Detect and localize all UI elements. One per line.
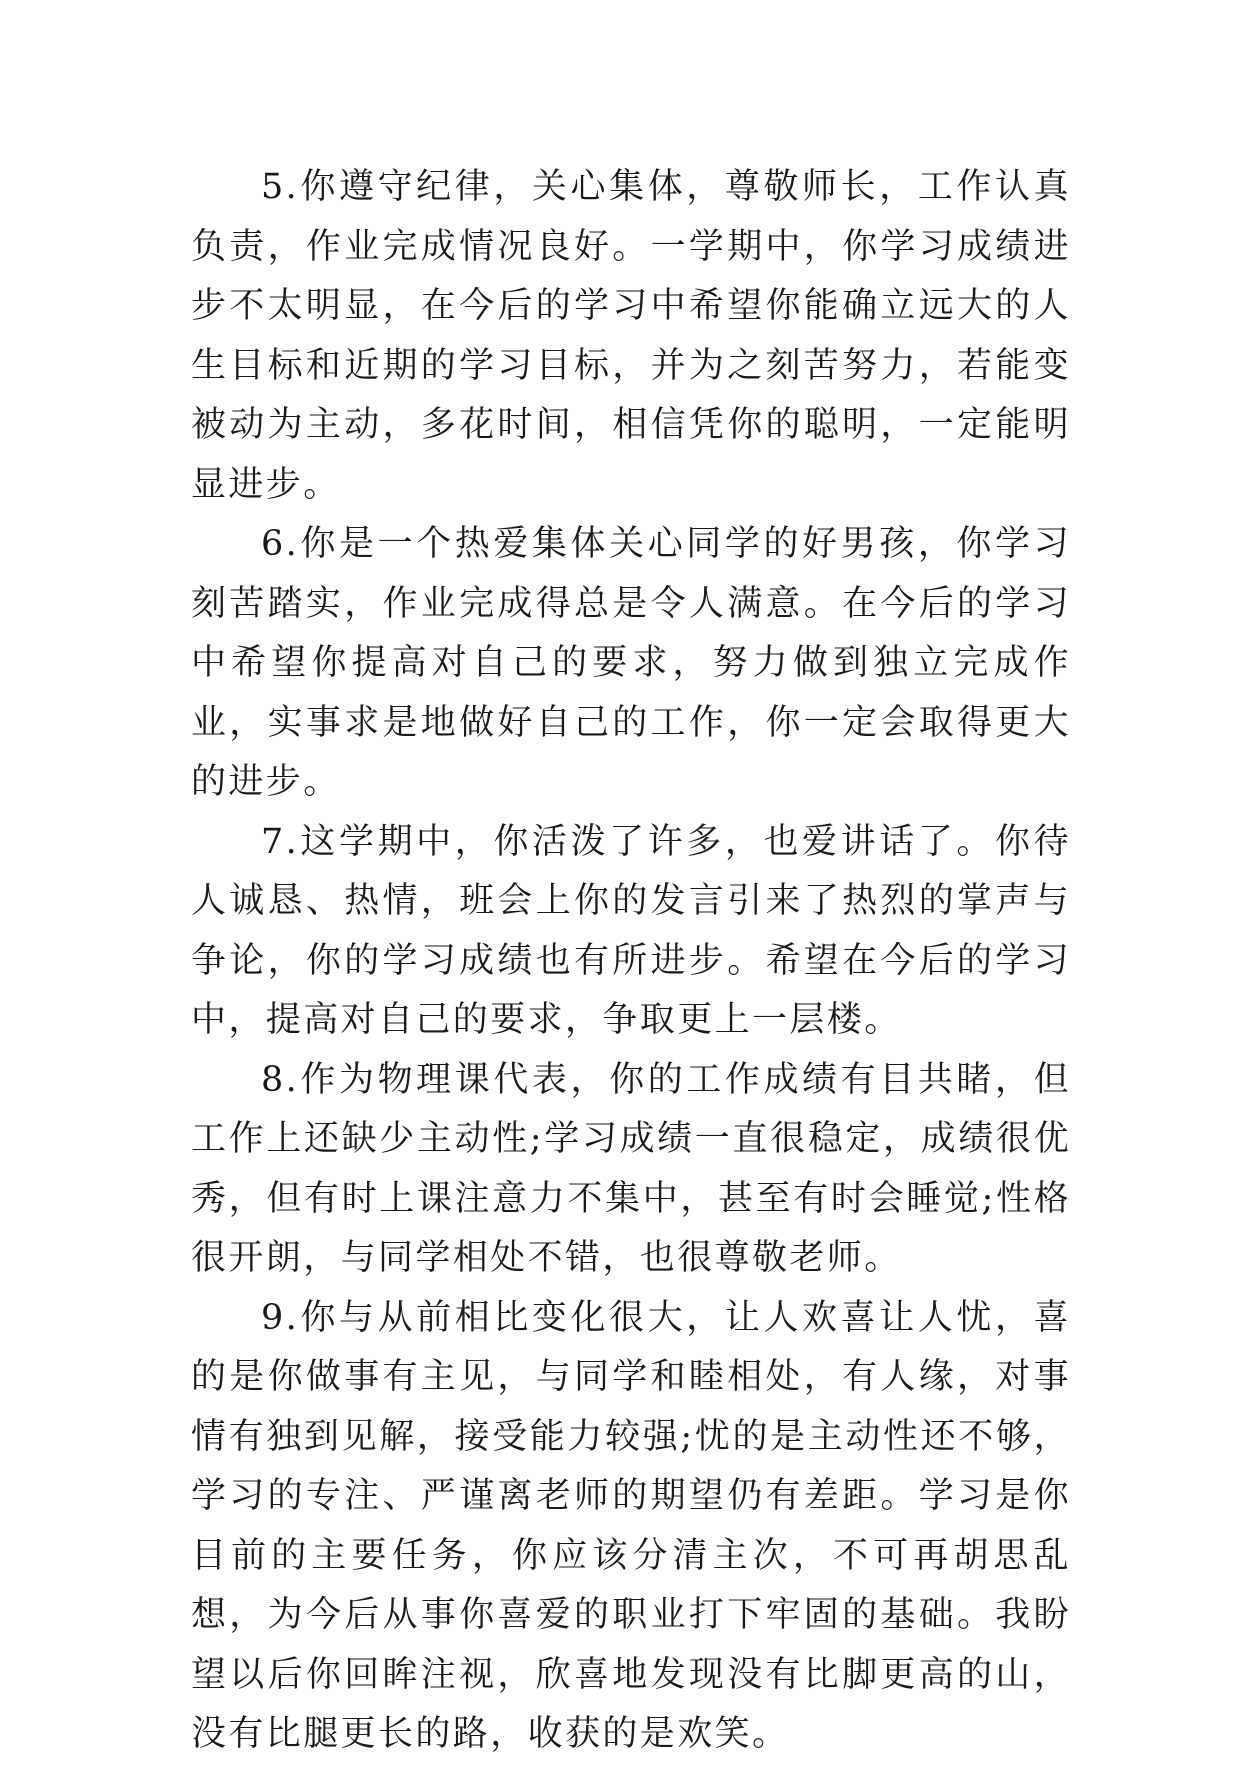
comment-paragraph-9: 9.你与从前相比变化很大，让人欢喜让人忧，喜的是你做事有主见，与同学和睦相处，有人缘，对事情有独到见解，接受能力较强;忧的是主动性还不够，学习的专注、严谨离老师的期望仍有差距。学习是你目前的主要任务，你应该分清主次，不可再胡思乱想，为今后从事你喜爱的职业打下牢固的基础。我盼望以后你回眸注视，欣喜地发现没有比脚更高的山，没有比腿更长的路，收获的是欢笑。 xyxy=(191,1297,1071,1754)
document-body xyxy=(191,158,1071,1765)
comment-paragraph-6: 6.你是一个热爱集体关心同学的好男孩，你学习刻苦踏实，作业完成得总是令人满意。在今后的学习中希望你提高对自己的要求，努力做到独立完成作业，实事求是地做好自己的工作，你一定会取得更大的进步。 xyxy=(191,524,1071,802)
comment-paragraph-8: 8.作为物理课代表，你的工作成绩有目共睹，但工作上还缺少主动性;学习成绩一直很稳定，成绩很优秀，但有时上课注意力不集中，甚至有时会睡觉;性格很开朗，与同学相处不错，也很尊敬老师。 xyxy=(191,1059,1071,1278)
comment-paragraph-7: 7.这学期中，你活泼了许多，也爱讲话了。你待人诚恳、热情，班会上你的发言引来了热烈的掌声与争论，你的学习成绩也有所进步。希望在今后的学习中，提高对自己的要求，争取更上一层楼。 xyxy=(191,821,1071,1040)
comment-paragraph-5: 5.你遵守纪律，关心集体，尊敬师长，工作认真负责，作业完成情况良好。一学期中，你学习成绩进步不太明显，在今后的学习中希望你能确立远大的人生目标和近期的学习目标，并为之刻苦努力，若能变被动为主动，多花时间，相信凭你的聪明，一定能明显进步。 xyxy=(191,167,1071,505)
